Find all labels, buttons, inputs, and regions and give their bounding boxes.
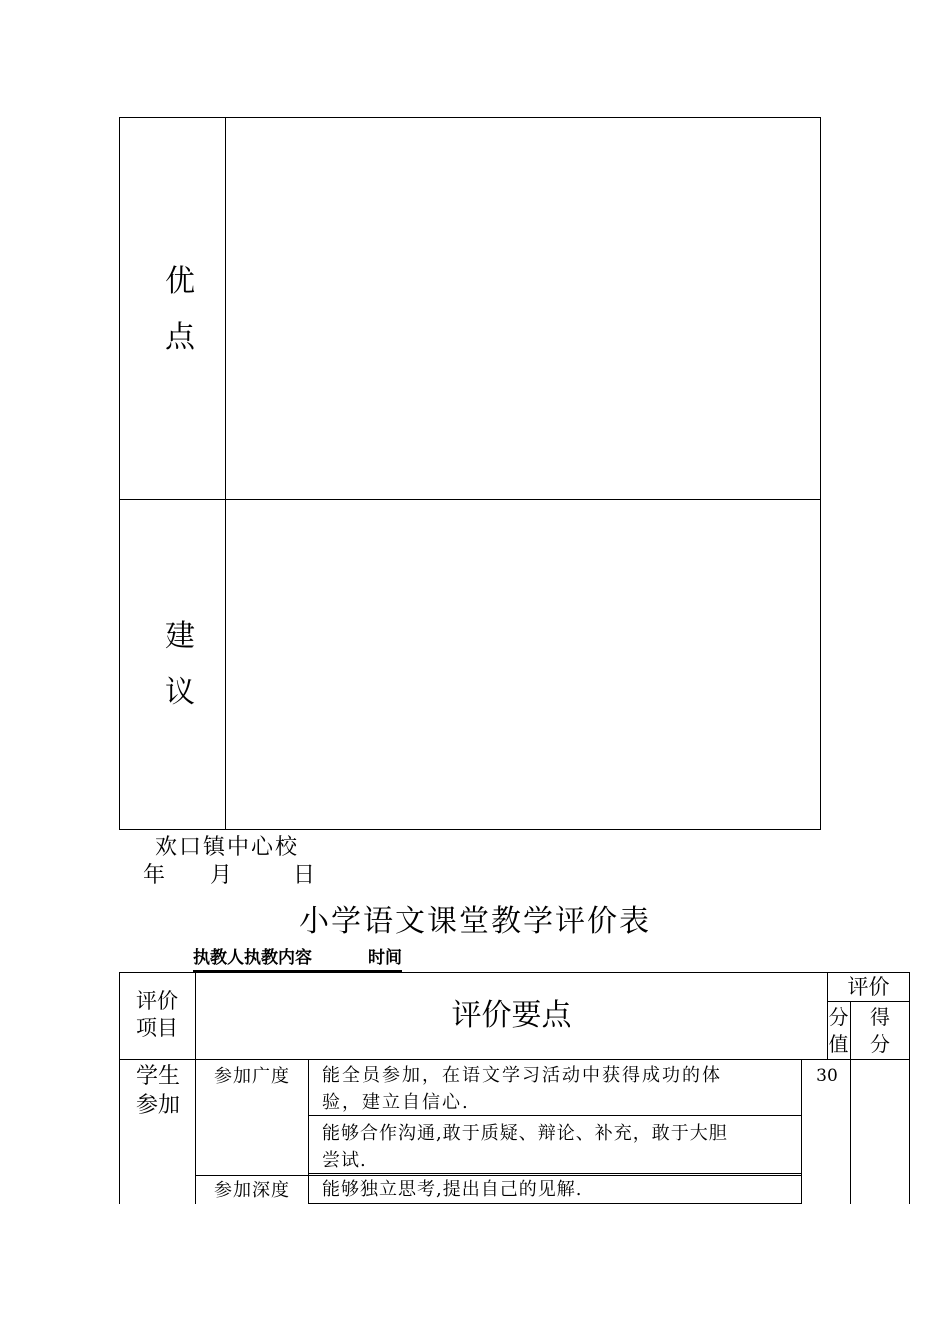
info-line bbox=[193, 946, 402, 972]
date-month: 月 bbox=[210, 863, 235, 888]
header-evaluation: 评价 bbox=[847, 975, 890, 999]
suggestions-label: 建 议 bbox=[165, 619, 195, 710]
point-breadth-2: 能够合作沟通,敢于质疑、辩论、补充，敢于大胆 尝试. bbox=[322, 1123, 728, 1171]
date-day: 日 bbox=[293, 863, 318, 888]
table-right-border bbox=[909, 972, 910, 1204]
date-year: 年 bbox=[143, 863, 168, 888]
points-row-bottom bbox=[309, 1203, 801, 1204]
table-top-border bbox=[119, 972, 910, 973]
table-left-border bbox=[119, 972, 120, 1204]
header-bottom-border bbox=[119, 1059, 910, 1060]
evaluation-table-title: 小学语文课堂教学评价表 bbox=[299, 904, 651, 939]
content-label: 执教内容 bbox=[244, 948, 312, 968]
time-label: 时间 bbox=[368, 948, 402, 968]
review-form-divider bbox=[225, 117, 226, 830]
points-box-right bbox=[801, 1059, 802, 1204]
eval-header-divider bbox=[827, 1001, 910, 1002]
school-name: 欢口镇中心校 bbox=[155, 835, 300, 860]
point-depth-1: 能够独立思考,提出自己的见解. bbox=[322, 1179, 583, 1200]
review-form-row-divider bbox=[119, 499, 821, 500]
teacher-label: 执教人 bbox=[193, 948, 244, 968]
subitem-label-breadth: 参加广度 bbox=[214, 1066, 290, 1087]
suggestions-input-area[interactable] bbox=[227, 501, 819, 828]
strengths-input-area[interactable] bbox=[227, 119, 819, 498]
header-item: 评价 项目 bbox=[136, 989, 178, 1040]
header-score-value: 分 值 bbox=[828, 1005, 849, 1056]
header-points: 评价要点 bbox=[451, 998, 572, 1033]
header-score-obtained: 得 分 bbox=[870, 1005, 890, 1056]
col-divider-subitem bbox=[308, 1059, 309, 1204]
section-name: 学生 参加 bbox=[135, 1064, 180, 1118]
strengths-label: 优 点 bbox=[165, 264, 195, 355]
section-score-value: 30 bbox=[816, 1066, 838, 1086]
point-breadth-1: 能全员参加，在语文学习活动中获得成功的体 验，建立自信心. bbox=[322, 1065, 722, 1113]
section-score-input[interactable] bbox=[852, 1061, 908, 1204]
subitem-label-depth: 参加深度 bbox=[214, 1180, 290, 1201]
